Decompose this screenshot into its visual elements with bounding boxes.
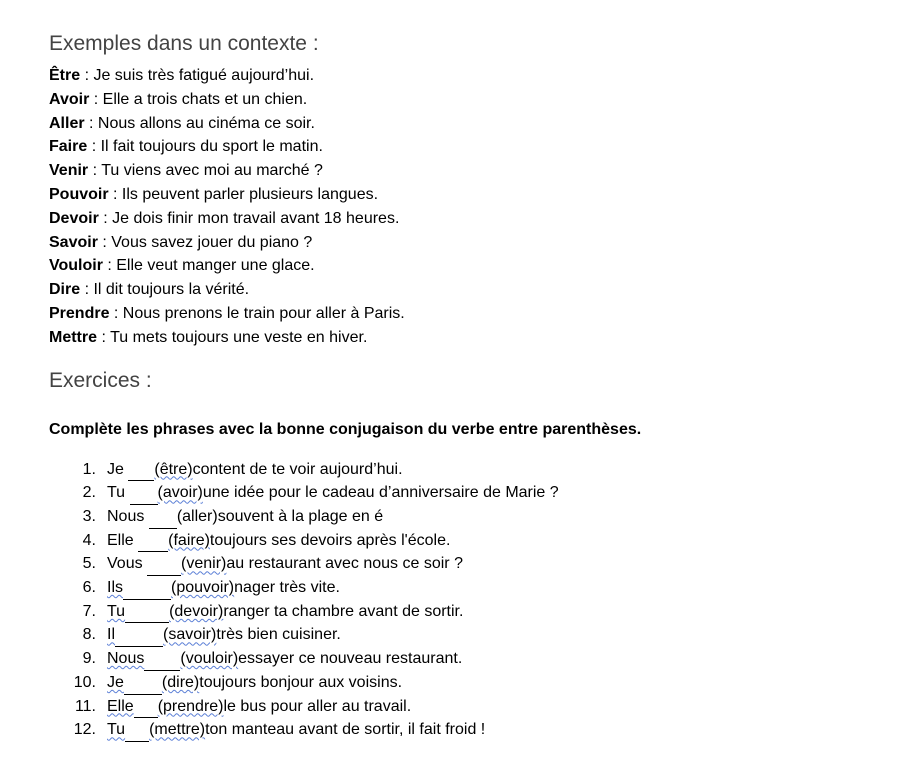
- item-rest: ranger ta chambre avant de sortir.: [223, 602, 464, 620]
- answer-blank[interactable]: [147, 552, 181, 576]
- item-verb: (vouloir): [180, 650, 239, 668]
- answer-blank[interactable]: [128, 458, 154, 482]
- item-subject: Elle: [107, 531, 134, 549]
- item-number: 6.: [82, 579, 96, 597]
- list-item: [49, 623, 914, 647]
- item-verb: (pouvoir): [171, 579, 235, 597]
- item-rest: content de te voir aujourd’hui.: [192, 460, 403, 478]
- item-rest: une idée pour le cadeau d’anniversaire de Marie ?: [202, 484, 559, 502]
- example-verb: Venir: [49, 162, 89, 180]
- example-line: [49, 183, 914, 207]
- item-subject: Tu: [107, 602, 126, 620]
- item-subject: Nous: [107, 507, 145, 525]
- example-verb: Faire: [49, 138, 88, 156]
- item-rest: toujours bonjour aux voisins.: [199, 673, 403, 691]
- item-subject: Je: [107, 460, 124, 478]
- example-verb: Savoir: [49, 233, 98, 251]
- example-verb: Vouloir: [49, 257, 103, 275]
- example-verb: Prendre: [49, 304, 110, 322]
- item-rest: toujours ses devoirs après l'école.: [209, 531, 451, 549]
- answer-blank[interactable]: [124, 671, 162, 695]
- item-rest: ton manteau avant de sortir, il fait froid !: [205, 721, 486, 739]
- example-sentence: : Elle veut manger une glace.: [102, 257, 315, 275]
- item-number: 3.: [82, 507, 96, 525]
- exercises-heading: Exercices :: [49, 368, 152, 392]
- item-verb: (aller): [176, 507, 218, 525]
- example-line: [49, 64, 914, 88]
- item-rest: essayer ce nouveau restaurant.: [238, 650, 463, 668]
- item-verb: (avoir): [157, 484, 203, 502]
- item-verb: (devoir): [169, 602, 224, 620]
- item-verb: (être): [154, 460, 193, 478]
- list-item: [49, 647, 914, 671]
- example-verb: Devoir: [49, 209, 99, 227]
- example-line: [49, 112, 914, 136]
- answer-blank[interactable]: [144, 647, 180, 671]
- examples-heading: Exemples dans un contexte :: [49, 32, 319, 55]
- item-number: 11.: [74, 697, 96, 715]
- item-rest: très bien cuisiner.: [216, 626, 341, 644]
- item-subject: Tu: [107, 484, 126, 502]
- answer-blank[interactable]: [138, 529, 168, 553]
- example-sentence: : Nous prenons le train pour aller à Paris.: [109, 304, 405, 322]
- example-line: [49, 88, 914, 112]
- example-sentence: : Vous savez jouer du piano ?: [97, 233, 313, 251]
- list-item: [49, 529, 914, 553]
- example-sentence: : Il dit toujours la vérité.: [80, 281, 250, 299]
- answer-blank[interactable]: [130, 481, 158, 505]
- list-item: [49, 695, 914, 719]
- item-number: 2.: [82, 484, 96, 502]
- example-verb: Pouvoir: [49, 185, 109, 203]
- example-line: [49, 159, 914, 183]
- example-sentence: : Nous allons au cinéma ce soir.: [84, 114, 315, 132]
- example-sentence: : Je suis très fatigué aujourd’hui.: [80, 67, 315, 84]
- item-verb: (faire): [168, 531, 210, 549]
- item-number: 9.: [82, 650, 96, 668]
- example-line: [49, 135, 914, 159]
- item-verb: (mettre): [149, 721, 206, 739]
- item-rest: souvent à la plage en é: [217, 507, 384, 525]
- example-verb: Être: [49, 67, 81, 84]
- examples-list: [49, 64, 914, 350]
- list-item: [49, 552, 914, 576]
- example-line: [49, 207, 914, 231]
- item-verb: (dire): [161, 673, 200, 691]
- example-verb: Aller: [49, 114, 85, 132]
- item-subject: Nous: [107, 650, 145, 668]
- example-verb: Mettre: [49, 328, 98, 346]
- item-subject: Elle: [107, 697, 134, 715]
- list-item: [49, 505, 914, 529]
- example-sentence: : Tu viens avec moi au marché ?: [88, 162, 323, 180]
- list-item: [49, 600, 914, 624]
- answer-blank[interactable]: [123, 576, 171, 600]
- item-verb: (prendre): [157, 697, 224, 715]
- answer-blank[interactable]: [125, 600, 169, 624]
- item-rest: le bus pour aller au travail.: [223, 697, 412, 715]
- exercise-list: [49, 458, 914, 742]
- list-item: [49, 481, 914, 505]
- item-number: 8.: [82, 626, 96, 644]
- list-item: [49, 458, 914, 482]
- item-number: 1.: [82, 460, 96, 478]
- item-subject: Tu: [107, 721, 126, 739]
- item-verb: (venir): [181, 555, 227, 573]
- answer-blank[interactable]: [149, 505, 177, 529]
- answer-blank[interactable]: [134, 695, 158, 719]
- example-line: [49, 254, 914, 278]
- example-line: [49, 302, 914, 326]
- item-rest: au restaurant avec nous ce soir ?: [226, 555, 463, 573]
- item-number: 4.: [82, 531, 96, 549]
- example-sentence: : Elle a trois chats et un chien.: [89, 90, 308, 108]
- item-verb: (savoir): [163, 626, 217, 644]
- list-item: [49, 671, 914, 695]
- example-line: [49, 278, 914, 302]
- item-number: 5.: [82, 555, 96, 573]
- example-verb: Dire: [49, 281, 81, 299]
- item-subject: Je: [107, 673, 124, 691]
- answer-blank[interactable]: [125, 718, 149, 742]
- list-item: [49, 576, 914, 600]
- item-number: 12.: [73, 721, 96, 739]
- example-verb: Avoir: [49, 90, 90, 108]
- answer-blank[interactable]: [115, 623, 163, 647]
- item-rest: nager très vite.: [234, 579, 340, 597]
- example-sentence: : Je dois finir mon travail avant 18 heures.: [98, 209, 400, 227]
- example-sentence: : Tu mets toujours une veste en hiver.: [97, 328, 368, 346]
- exercise-instruction: Complète les phrases avec la bonne conjugaison du verbe entre parenthèses.: [49, 420, 642, 438]
- example-sentence: : Ils peuvent parler plusieurs langues.: [108, 185, 379, 203]
- item-subject: Ils: [107, 579, 123, 597]
- example-line: [49, 326, 914, 350]
- example-sentence: : Il fait toujours du sport le matin.: [87, 138, 323, 156]
- item-number: 10.: [73, 673, 96, 691]
- list-item: [49, 718, 914, 742]
- item-number: 7.: [82, 602, 96, 620]
- example-line: [49, 231, 914, 255]
- item-subject: Vous: [107, 555, 143, 573]
- item-subject: Il: [107, 626, 115, 644]
